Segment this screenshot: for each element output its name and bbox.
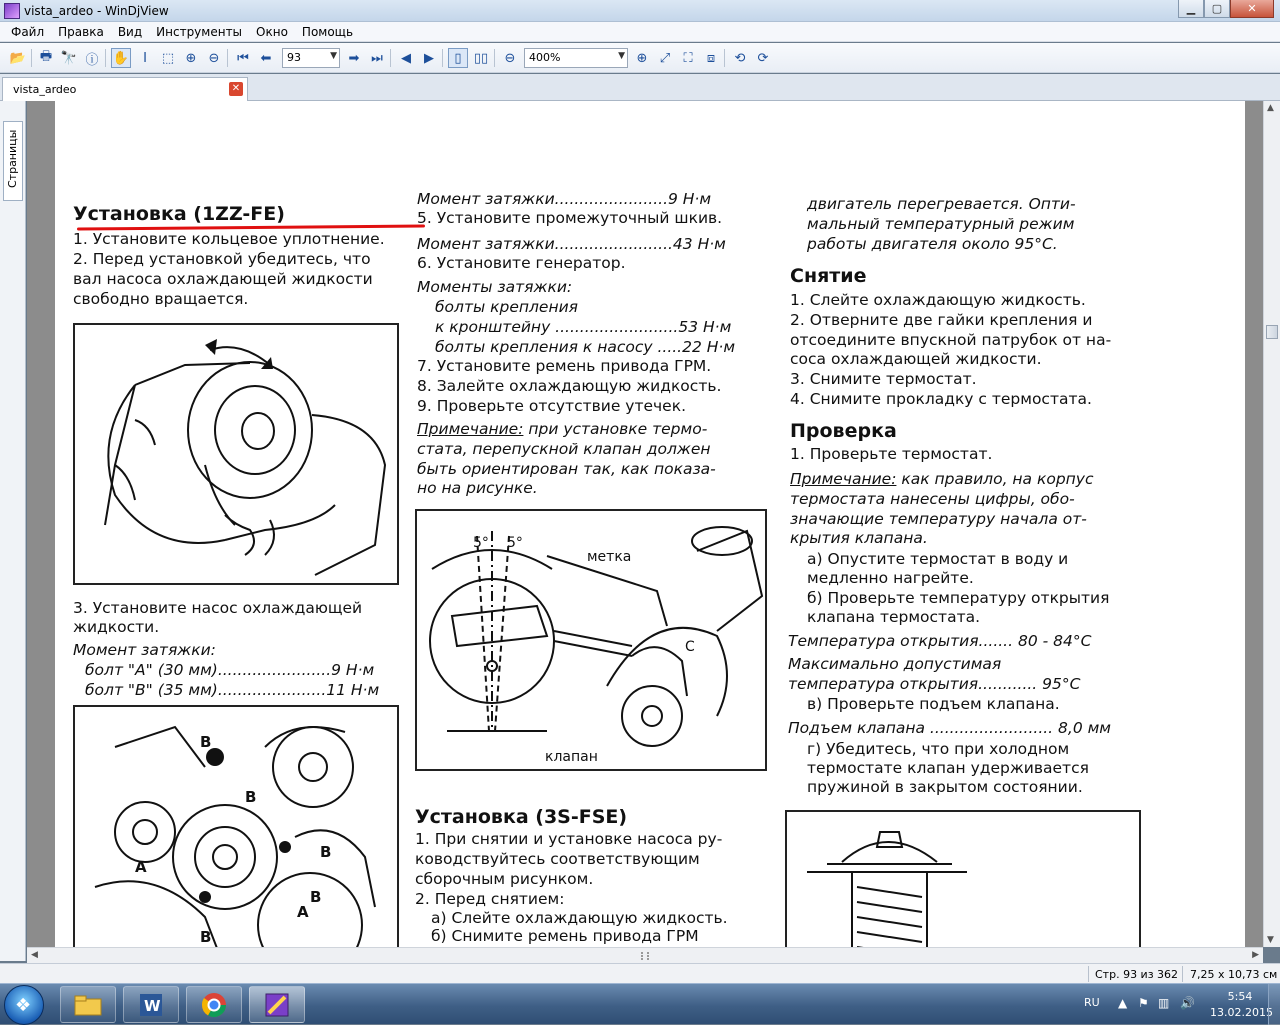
horizontal-scroll-thumb[interactable]: [641, 952, 649, 960]
note-label: Примечание:: [417, 420, 524, 438]
pages-panel-tab[interactable]: [3, 121, 23, 201]
rotate-left-icon[interactable]: ⟲: [734, 50, 746, 66]
next-page-icon[interactable]: ➡: [348, 50, 360, 66]
bolt-label-b: B: [320, 843, 332, 861]
actual-size-icon[interactable]: ⧈: [706, 50, 716, 66]
col1-step3a: 3. Установите насос охлаждающей: [73, 599, 363, 617]
select-rect-icon[interactable]: ⬚: [161, 50, 175, 66]
col3-top3: работы двигателя около 95°C.: [807, 235, 1058, 253]
col1-step2c: свободно вращается.: [73, 290, 249, 308]
menu-tools[interactable]: Инструменты: [156, 24, 243, 39]
zoom-in-icon[interactable]: ⊕: [636, 50, 648, 66]
zoom-out-icon[interactable]: ⊖: [504, 50, 516, 66]
taskbar-chrome[interactable]: [186, 986, 242, 1023]
forward-icon[interactable]: ▶: [424, 50, 434, 66]
document-tab[interactable]: [2, 77, 248, 101]
zoom-in-tool-icon[interactable]: ⊕: [185, 50, 197, 66]
col2-s1a: 1. При снятии и установке насоса ру-: [415, 830, 723, 848]
last-page-icon[interactable]: ⏭: [371, 50, 383, 66]
col1-step2a: 2. Перед установкой убедитесь, что: [73, 250, 371, 268]
vertical-scroll-thumb[interactable]: [1266, 325, 1278, 339]
title-bar: [0, 0, 1280, 22]
col3-r2b: отсоедините впускной патрубок от на-: [790, 331, 1112, 349]
windows-logo-icon: ❖: [15, 995, 32, 1016]
info-icon[interactable]: ⓘ: [85, 52, 99, 68]
bolt-label-a: A: [135, 858, 147, 876]
single-page-icon[interactable]: ▯: [448, 48, 468, 68]
zoom-value: 400%: [529, 51, 561, 64]
col3-note-line1: [790, 470, 1094, 488]
zoom-out-tool-icon[interactable]: ⊖: [208, 50, 220, 66]
col2-top-partial: Момент затяжки.......................9 Н·м: [417, 190, 712, 208]
heading-check: Проверка: [790, 420, 897, 442]
window-controls: [1178, 0, 1274, 19]
page-number-combo[interactable]: [282, 48, 340, 68]
col3-c1: 1. Проверьте термостат.: [790, 445, 993, 463]
status-page-info: Стр. 93 из 362: [1095, 968, 1179, 981]
find-icon[interactable]: 🔭: [60, 50, 78, 66]
col2-to-bracket: к кронштейну .........................53 Н·м: [435, 318, 732, 336]
scroll-right-icon[interactable]: ▶: [1252, 950, 1259, 960]
chevron-down-icon: ▼: [618, 51, 625, 61]
col2-to-pump: болты крепления к насосу .....22 Н·м: [435, 338, 736, 356]
col3-n4: крытия клапана.: [790, 529, 928, 547]
document-page: [55, 101, 1245, 947]
chevron-down-icon: ▼: [330, 51, 337, 61]
col3-n3: значающие температуру начала от-: [790, 510, 1087, 528]
heading-removal: Снятие: [790, 265, 867, 287]
bolt-label-b: B: [200, 928, 212, 946]
col2-note-line3: быть ориентирован так, как показа-: [417, 460, 716, 478]
windjview-icon: [263, 991, 291, 1019]
svg-text:W: W: [144, 996, 161, 1015]
col2-torques-title: Моменты затяжки:: [417, 278, 573, 296]
col3-a2: медленно нагрейте.: [807, 569, 974, 587]
tab-close-icon[interactable]: ✕: [229, 82, 243, 96]
rotate-right-icon[interactable]: ⟳: [757, 50, 769, 66]
document-tab-label: vista_ardeo: [13, 83, 77, 96]
vertical-scrollbar[interactable]: [1263, 101, 1280, 947]
col2-step7: 7. Установите ремень привода ГРМ.: [417, 357, 712, 375]
heading-1zz-fe: Установка (1ZZ-FE): [73, 203, 285, 225]
maximize-button[interactable]: ▢: [1204, 0, 1230, 18]
bolt-label-a: A: [297, 903, 309, 921]
clock-time: 5:54: [1227, 990, 1253, 1003]
system-tray: [1070, 984, 1280, 1025]
note-text: при установке термо-: [523, 420, 708, 438]
app-icon: [4, 3, 20, 19]
col3-g1: г) Убедитесь, что при холодном: [807, 740, 1070, 758]
col1-torque-a: болт "A" (30 мм).......................9 Н·м: [85, 661, 375, 679]
col3-g3: пружиной в закрытом состоянии.: [807, 778, 1083, 796]
status-page-size: 7,25 x 10,73 см: [1190, 968, 1278, 981]
menu-window[interactable]: Окно: [256, 24, 288, 39]
open-icon[interactable]: 📂: [9, 50, 27, 66]
col1-torque-b: болт "B" (35 мм)......................11 Н·м: [85, 681, 380, 699]
tray-expand-icon[interactable]: ▲: [1118, 996, 1128, 1010]
folder-icon: [73, 993, 103, 1017]
thermostat-orientation-drawing: [417, 511, 767, 771]
first-page-icon[interactable]: ⏮: [237, 50, 249, 66]
menu-help[interactable]: Помощь: [301, 24, 354, 39]
col3-n2: термостата нанесены цифры, обо-: [790, 490, 1075, 508]
menu-bar: [0, 22, 1280, 42]
col1-step1: 1. Установите кольцевое уплотнение.: [73, 230, 385, 248]
col1-torque-title: Момент затяжки:: [73, 641, 216, 659]
page-number-value: 93: [287, 51, 301, 64]
print-icon[interactable]: 🖶: [39, 49, 53, 64]
menu-edit[interactable]: Правка: [58, 24, 104, 39]
side-panel: [0, 101, 26, 961]
back-icon[interactable]: ◀: [401, 50, 411, 66]
windows-taskbar: [0, 983, 1280, 1024]
heading-3s-fse: Установка (3S-FSE): [415, 806, 628, 828]
figure-pump-bolts: [73, 705, 399, 947]
language-indicator[interactable]: RU: [1084, 996, 1100, 1009]
col2-bolts: болты крепления: [435, 298, 578, 316]
word-icon: [137, 992, 165, 1018]
col2-s2b1: б) Снимите ремень привода ГРМ: [431, 927, 699, 945]
col3-r4: 4. Снимите прокладку с термостата.: [790, 390, 1092, 408]
pump-rotation-drawing: [75, 325, 399, 585]
prev-page-icon[interactable]: ⬅: [260, 50, 272, 66]
document-tab-bar: [0, 74, 1280, 101]
menu-view[interactable]: Вид: [117, 24, 143, 39]
label-valve: клапан: [545, 749, 598, 765]
figure-thermostat-orientation: [415, 509, 767, 771]
scroll-left-icon[interactable]: ◀: [31, 950, 38, 960]
status-bar: [0, 963, 1280, 983]
valve-lift-drawing: [787, 812, 1141, 947]
col2-step5: 5. Установите промежуточный шкив.: [417, 209, 723, 227]
col3-top1: двигатель перегревается. Опти-: [807, 195, 1076, 213]
start-button[interactable]: [4, 985, 44, 1025]
clock-date: 13.02.2015: [1210, 1006, 1273, 1019]
pages-panel-label: Страницы: [6, 129, 19, 188]
taskbar-explorer[interactable]: [60, 986, 116, 1023]
col3-t-max2: температура открытия............ 95°C: [788, 675, 1081, 693]
label-c: C: [685, 639, 695, 655]
clock[interactable]: [1210, 989, 1273, 1021]
angle-label: 5°: [473, 535, 489, 551]
col2-s2a: а) Слейте охлаждающую жидкость.: [431, 909, 728, 927]
select-text-icon[interactable]: I: [143, 50, 147, 66]
chrome-icon: [200, 991, 228, 1019]
zoom-combo[interactable]: [524, 48, 628, 68]
col3-r1: 1. Слейте охлаждающую жидкость.: [790, 291, 1086, 309]
bolt-label-b: B: [310, 888, 322, 906]
menu-file[interactable]: Файл: [11, 24, 45, 39]
col3-t-open: Температура открытия....... 80 - 84°C: [788, 632, 1092, 650]
col2-step6: 6. Установите генератор.: [417, 254, 626, 272]
bolt-label-b: B: [245, 788, 257, 806]
col3-r2c: соса охлаждающей жидкости.: [790, 350, 1042, 368]
col3-v1: в) Проверьте подъем клапана.: [807, 695, 1060, 713]
window-title: vista_ardeo - WinDjView: [24, 4, 169, 18]
col2-note-line2: стата, перепускной клапан должен: [417, 440, 711, 458]
label-mark: метка: [587, 549, 632, 565]
angle-label: 5°: [507, 535, 523, 551]
col3-top2: мальный температурный режим: [807, 215, 1075, 233]
col2-step8: 8. Залейте охлаждающую жидкость.: [417, 377, 722, 395]
col2-s1b: ководствуйтесь соответствующим: [415, 850, 700, 868]
figure-valve-lift: [785, 810, 1141, 947]
toolbar: [0, 43, 1280, 73]
col2-step9: 9. Проверьте отсутствие утечек.: [417, 397, 687, 415]
hand-tool-icon[interactable]: ✋: [111, 48, 131, 68]
taskbar-windjview[interactable]: [249, 986, 305, 1023]
note-label: Примечание:: [790, 470, 897, 488]
fit-page-icon[interactable]: ⛶: [683, 50, 693, 66]
volume-icon[interactable]: 🔊: [1180, 996, 1195, 1010]
close-button[interactable]: ✕: [1230, 0, 1274, 18]
note-text: как правило, на корпус: [896, 470, 1094, 488]
network-icon[interactable]: ▥: [1158, 996, 1170, 1010]
fit-width-icon[interactable]: ⤢: [659, 50, 671, 66]
col3-lift: Подъем клапана ......................... 8,0 мм: [788, 719, 1111, 737]
bolt-label-b: B: [200, 733, 212, 751]
pump-bolts-drawing: [75, 707, 399, 947]
col2-note-line1: [417, 420, 707, 438]
col1-step2b: вал насоса охлаждающей жидкости: [73, 270, 373, 288]
col2-note-line4: но на рисунке.: [417, 479, 538, 497]
col2-torque1: Момент затяжки........................43 Н·м: [417, 235, 726, 253]
col3-t-max1: Максимально допустимая: [788, 655, 1002, 673]
col2-s1c: сборочным рисунком.: [415, 870, 594, 888]
minimize-button[interactable]: ▁: [1178, 0, 1204, 18]
flag-icon[interactable]: ⚑: [1138, 996, 1149, 1010]
scroll-down-icon[interactable]: ▼: [1267, 935, 1274, 945]
taskbar-word[interactable]: [123, 986, 179, 1023]
col2-s2: 2. Перед снятием:: [415, 890, 565, 908]
col3-a1: а) Опустите термостат в воду и: [807, 550, 1069, 568]
horizontal-scrollbar[interactable]: [27, 947, 1263, 963]
two-pages-icon[interactable]: ▯▯: [473, 50, 489, 66]
col3-b2: клапана термостата.: [807, 608, 981, 626]
col3-r2a: 2. Отверните две гайки крепления и: [790, 311, 1093, 329]
document-viewer[interactable]: [27, 101, 1263, 947]
col3-g2: термостате клапан удерживается: [807, 759, 1089, 777]
figure-pump-rotation: [73, 323, 399, 585]
scroll-up-icon[interactable]: ▲: [1267, 103, 1274, 113]
show-desktop-button[interactable]: [1268, 984, 1280, 1025]
col3-r3: 3. Снимите термостат.: [790, 370, 977, 388]
col1-step3b: жидкости.: [73, 618, 160, 636]
col3-b1: б) Проверьте температуру открытия: [807, 589, 1110, 607]
